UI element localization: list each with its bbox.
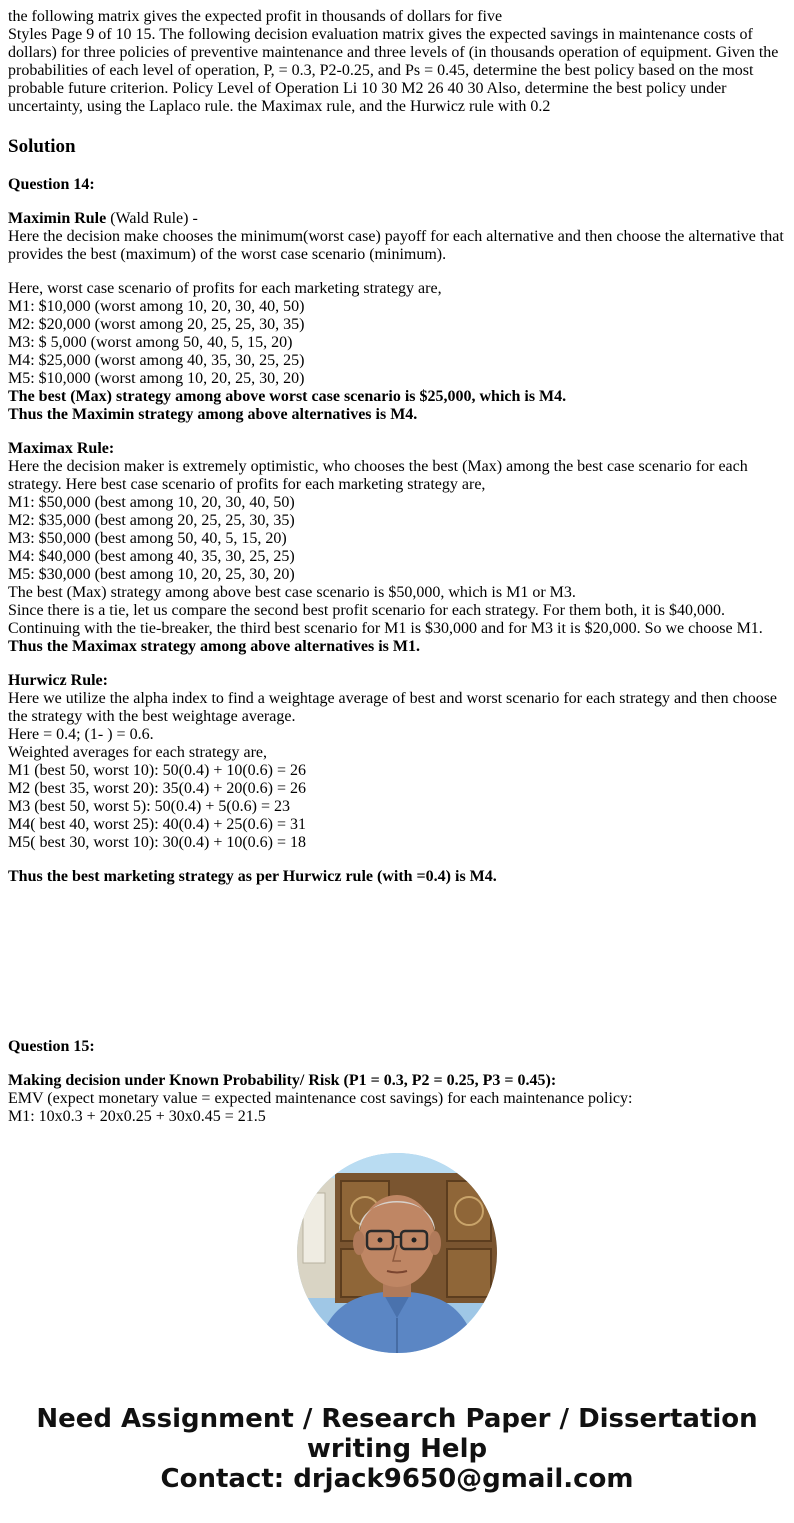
list-item: M4( best 40, worst 25): 40(0.4) + 25(0.6) = 31 bbox=[8, 816, 307, 833]
q15-section bbox=[8, 1072, 786, 1126]
q14-heading: Question 14: bbox=[8, 176, 95, 193]
list-item: M2: $35,000 (best among 20, 25, 25, 30, 35) bbox=[8, 512, 295, 529]
author-portrait bbox=[297, 1153, 497, 1353]
banner-line-2: writing Help bbox=[306, 1434, 488, 1464]
maximax-note-3: Continuing with the tie-breaker, the third best scenario for M1 is $30,000 and for M3 it is $20,000. So we choose M1. bbox=[8, 620, 763, 637]
hurwicz-conclusion: Thus the best marketing strategy as per Hurwicz rule (with =0.4) is M4. bbox=[8, 868, 497, 885]
maximin-conclusion-2: Thus the Maximin strategy among above alternatives is M4. bbox=[8, 406, 418, 423]
list-item: M2 (best 35, worst 20): 35(0.4) + 20(0.6) = 26 bbox=[8, 780, 307, 797]
maximin-conclusion-1: The best (Max) strategy among above worst case scenario is $25,000, which is M4. bbox=[8, 388, 567, 405]
problem-text: Styles Page 9 of 10 15. The following decision evaluation matrix gives the expected savings in maintenance costs of dollars) for three policies of preventive maintenance and three levels of (in thousands operation of equipment. Given the probabilities of each level of operation, P, = 0.3, P2-0.25, and Ps = 0.45, determine the best policy based on the most probable future criterion. Policy Level of Operation Li 10 30 M2 26 40 30 Also, determine the best policy under uncertainty, using the Laplaco rule. the Maximax rule, and the Hurwicz rule with 0.2 bbox=[8, 26, 779, 115]
list-item: M3: $50,000 (best among 50, 40, 5, 15, 20) bbox=[8, 530, 287, 547]
list-item: M1 (best 50, worst 10): 50(0.4) + 10(0.6) = 26 bbox=[8, 762, 307, 779]
list-item: M1: $10,000 (worst among 10, 20, 30, 40, 50) bbox=[8, 298, 305, 315]
banner-line-1: Need Assignment / Research Paper / Dissertation bbox=[36, 1404, 758, 1434]
list-item: M5: $10,000 (worst among 10, 20, 25, 30, 20) bbox=[8, 370, 305, 387]
q15-m1-calc: M1: 10x0.3 + 20x0.25 + 30x0.45 = 21.5 bbox=[8, 1108, 266, 1125]
hurwicz-description: Here we utilize the alpha index to find a weightage average of best and worst scenario for each strategy and then choose the strategy with the best weightage average. bbox=[8, 690, 778, 725]
author-avatar bbox=[297, 1153, 497, 1353]
solution-heading: Solution bbox=[8, 136, 76, 157]
contact-banner bbox=[0, 1404, 794, 1494]
maximax-conclusion: Thus the Maximax strategy among above alternatives is M1. bbox=[8, 638, 420, 655]
maximin-list bbox=[8, 280, 786, 424]
maximin-intro: Here, worst case scenario of profits for each marketing strategy are, bbox=[8, 280, 442, 297]
hurwicz-intro: Weighted averages for each strategy are, bbox=[8, 744, 268, 761]
list-item: M5( best 30, worst 10): 30(0.4) + 10(0.6) = 18 bbox=[8, 834, 307, 851]
list-item: M3: $ 5,000 (worst among 50, 40, 5, 15, 20) bbox=[8, 334, 293, 351]
q15-heading: Question 15: bbox=[8, 1038, 95, 1055]
maximin-title: Maximin Rule bbox=[8, 210, 107, 227]
list-item: M4: $25,000 (worst among 40, 35, 30, 25, 25) bbox=[8, 352, 305, 369]
list-item: M5: $30,000 (best among 10, 20, 25, 30, 20) bbox=[8, 566, 295, 583]
q15-subheading: Making decision under Known Probability/ Risk (P1 = 0.3, P2 = 0.25, P3 = 0.45): bbox=[8, 1072, 557, 1089]
q15-emv-text: EMV (expect monetary value = expected maintenance cost savings) for each maintenance policy: bbox=[8, 1090, 633, 1107]
problem-statement bbox=[8, 8, 786, 116]
list-item: M1: $50,000 (best among 10, 20, 30, 40, 50) bbox=[8, 494, 295, 511]
hurwicz-title: Hurwicz Rule: bbox=[8, 672, 108, 689]
list-item: M2: $20,000 (worst among 20, 25, 25, 30, 35) bbox=[8, 316, 305, 333]
problem-line-1: the following matrix gives the expected profit in thousands of dollars for five bbox=[8, 8, 503, 25]
list-item: M3 (best 50, worst 5): 50(0.4) + 5(0.6) = 23 bbox=[8, 798, 291, 815]
banner-line-3: Contact: drjack9650@gmail.com bbox=[160, 1464, 634, 1494]
maximin-subtitle: (Wald Rule) - bbox=[106, 210, 198, 227]
maximax-description: Here the decision maker is extremely optimistic, who chooses the best (Max) among the best case scenario for each strategy. Here best case scenario of profits for each marketing strategy are, bbox=[8, 458, 748, 493]
maximax-note-1: The best (Max) strategy among above best case scenario is $50,000, which is M1 or M3. bbox=[8, 584, 576, 601]
maximin-section bbox=[8, 210, 786, 264]
document-body bbox=[8, 8, 786, 1126]
maximin-description: Here the decision make chooses the minimum(worst case) payoff for each alternative and then choose the alternative that provides the best (maximum) of the worst case scenario (minimum). bbox=[8, 228, 784, 263]
hurwicz-section bbox=[8, 672, 786, 852]
maximax-note-2: Since there is a tie, let us compare the second best profit scenario for each strategy. For them both, it is $40,000. bbox=[8, 602, 725, 619]
maximax-title: Maximax Rule: bbox=[8, 440, 115, 457]
maximax-section bbox=[8, 440, 786, 656]
hurwicz-alpha: Here = 0.4; (1- ) = 0.6. bbox=[8, 726, 154, 743]
list-item: M4: $40,000 (best among 40, 35, 30, 25, 25) bbox=[8, 548, 295, 565]
